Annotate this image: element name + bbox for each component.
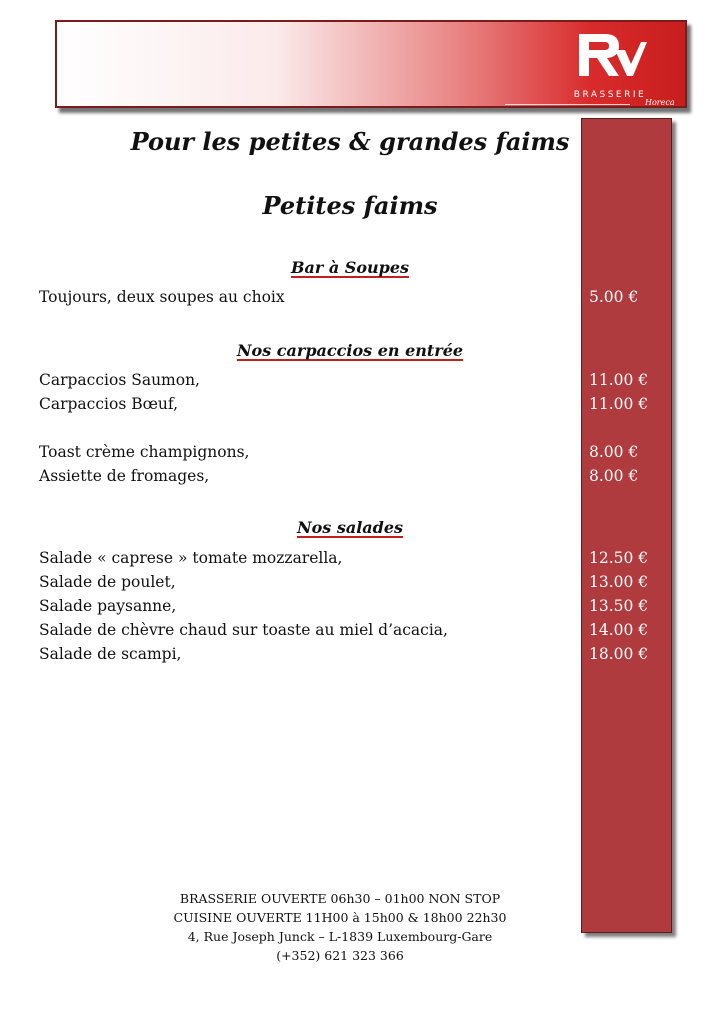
item-name: Salade de poulet,: [39, 573, 176, 591]
header-banner: [55, 20, 687, 108]
rv-logo-icon: [575, 30, 647, 82]
item-price: 11.00 €: [589, 395, 649, 413]
item-price: 5.00 €: [589, 288, 639, 306]
item-name: Toujours, deux soupes au choix: [39, 288, 285, 306]
menu-item: [39, 549, 659, 573]
menu-item: [39, 573, 659, 597]
footer-info: [0, 889, 680, 965]
item-name: Toast crème champignons,: [39, 443, 250, 461]
item-price: 13.50 €: [589, 597, 649, 615]
menu-item: [39, 288, 659, 312]
page-subtitle: Petites faims: [262, 191, 438, 220]
item-name: Assiette de fromages,: [39, 467, 210, 485]
footer-phone: (+352) 621 323 366: [276, 948, 404, 963]
brasserie-logo: [545, 30, 675, 107]
item-price: 18.00 €: [589, 645, 649, 663]
section-heading-soupes: Bar à Soupes: [290, 258, 410, 277]
section-heading-salades: Nos salades: [296, 518, 404, 537]
item-name: Salade de scampi,: [39, 645, 182, 663]
menu-item: [39, 371, 659, 395]
item-price: 12.50 €: [589, 549, 649, 567]
menu-item: [39, 395, 659, 419]
item-name: Salade de chèvre chaud sur toaste au miel d’acacia,: [39, 621, 448, 639]
menu-item: [39, 443, 659, 467]
menu-item: [39, 621, 659, 645]
item-name: Carpaccios Saumon,: [39, 371, 200, 389]
page-title: Pour les petites & grandes faims: [130, 127, 570, 156]
item-name: Carpaccios Bœuf,: [39, 395, 179, 413]
item-name: Salade « caprese » tomate mozzarella,: [39, 549, 343, 567]
brand-name: BRASSERIE: [573, 90, 647, 100]
menu-item: [39, 645, 659, 669]
menu-item: [39, 597, 659, 621]
item-price: 8.00 €: [589, 467, 639, 485]
item-price: 14.00 €: [589, 621, 649, 639]
logo-underline: [505, 104, 630, 105]
section-heading-carpaccios: Nos carpaccios en entrée: [236, 341, 464, 360]
footer-hours-kitchen: CUISINE OUVERTE 11H00 à 15h00 & 18h00 22h30: [173, 910, 507, 925]
item-price: 8.00 €: [589, 443, 639, 461]
item-price: 13.00 €: [589, 573, 649, 591]
footer-address: 4, Rue Joseph Junck – L-1839 Luxembourg-Gare: [187, 929, 493, 944]
item-price: 11.00 €: [589, 371, 649, 389]
brand-script: Horeca: [645, 98, 675, 107]
item-name: Salade paysanne,: [39, 597, 177, 615]
menu-item: [39, 467, 659, 491]
footer-hours-brasserie: BRASSERIE OUVERTE 06h30 – 01h00 NON STOP: [179, 891, 501, 906]
